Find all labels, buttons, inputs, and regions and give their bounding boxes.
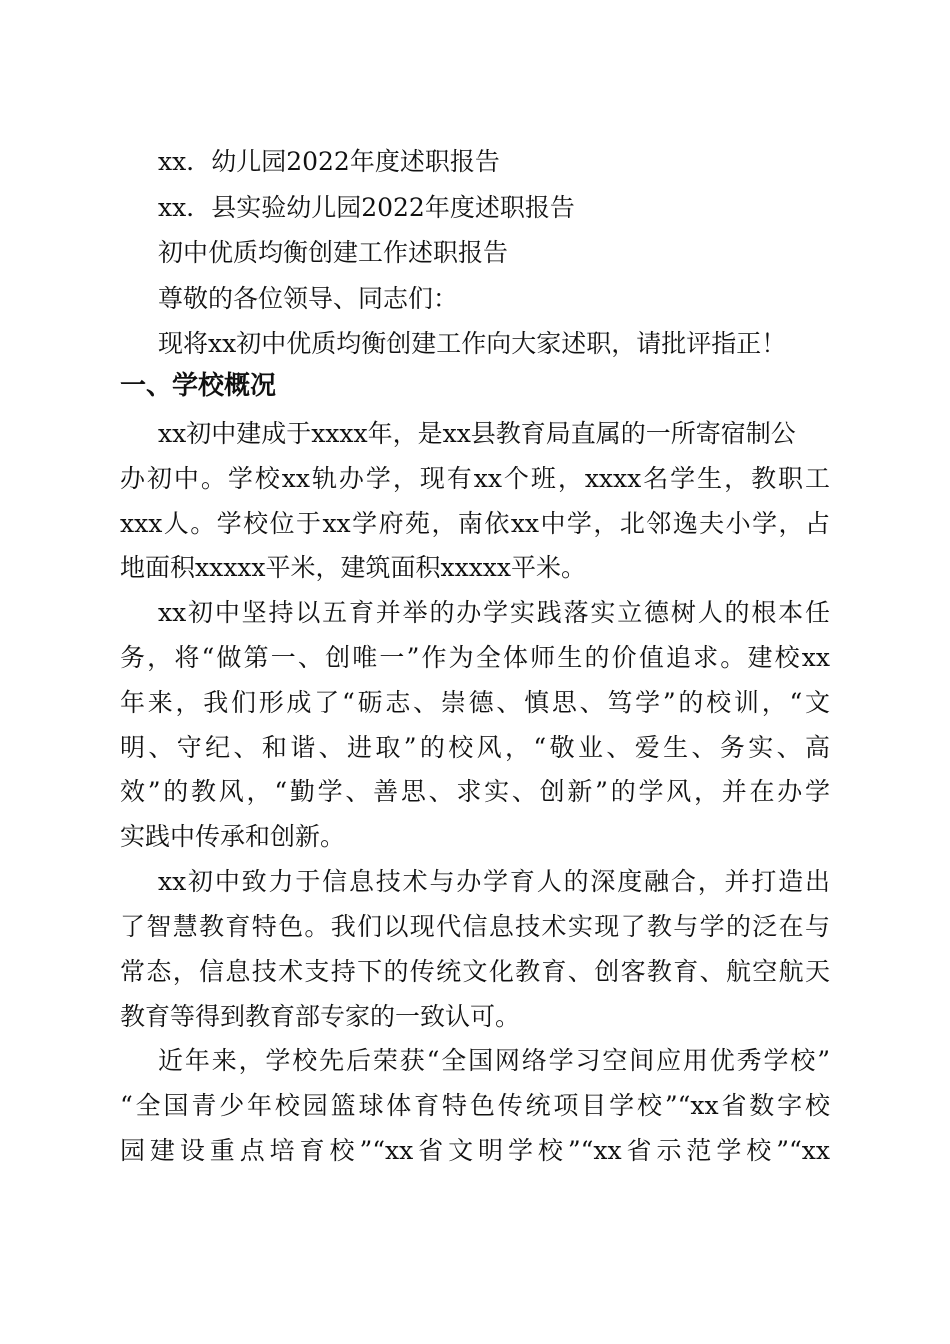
paragraph-line: 效”的教风，“勤学、善思、求实、创新”的学风，并在办学 — [120, 777, 830, 806]
intro-paragraph: 现将xx初中优质均衡创建工作向大家述职，请批评指正！ — [158, 329, 787, 358]
section-heading-school-overview: 一、学校概况 — [120, 371, 277, 401]
paragraph-line: xxx人。学校位于xx学府苑，南依xx中学，北邻逸夫小学，占 — [120, 509, 830, 538]
paragraph-line: 常态，信息技术支持下的传统文化教育、创客教育、航空航天 — [120, 957, 830, 986]
paragraph-line: 明、守纪、和谐、进取”的校风，“敬业、爱生、务实、高 — [120, 733, 830, 762]
paragraph-line: 办初中。学校xx轨办学，现有xx个班，xxxx名学生，教职工 — [120, 464, 830, 493]
paragraph-line: 近年来，学校先后荣获“全国网络学习空间应用优秀学校” — [158, 1046, 830, 1075]
paragraph-line: 园建设重点培育校”“xx省文明学校”“xx省示范学校”“xx — [120, 1136, 830, 1165]
paragraph-line: xx初中建成于xxxx年，是xx县教育局直属的一所寄宿制公 — [158, 419, 796, 448]
paragraph-line: 了智慧教育特色。我们以现代信息技术实现了教与学的泛在与 — [120, 912, 830, 941]
paragraph-line: 务，将“做第一、创唯一”作为全体师生的价值追求。建校xx — [120, 643, 830, 672]
paragraph-line: 年来，我们形成了“砺志、崇德、慎思、笃学”的校训，“文 — [120, 688, 830, 717]
toc-item-2: xx．县实验幼儿园2022年度述职报告 — [158, 193, 575, 222]
paragraph-line: xx初中致力于信息技术与办学育人的深度融合，并打造出 — [158, 867, 830, 896]
toc-item-1: xx．幼儿园2022年度述职报告 — [158, 147, 500, 176]
paragraph-line: 实践中传承和创新。 — [120, 822, 346, 851]
paragraph-line: xx初中坚持以五育并举的办学实践落实立德树人的根本任 — [158, 598, 830, 627]
toc-item-3: 初中优质均衡创建工作述职报告 — [158, 238, 509, 267]
paragraph-line: 地面积xxxxx平米，建筑面积xxxxx平米。 — [120, 553, 586, 582]
salutation: 尊敬的各位领导、同志们： — [158, 284, 459, 313]
paragraph-line: “全国青少年校园篮球体育特色传统项目学校”“xx省数字校 — [120, 1091, 830, 1120]
paragraph-line: 教育等得到教育部专家的一致认可。 — [120, 1002, 521, 1031]
